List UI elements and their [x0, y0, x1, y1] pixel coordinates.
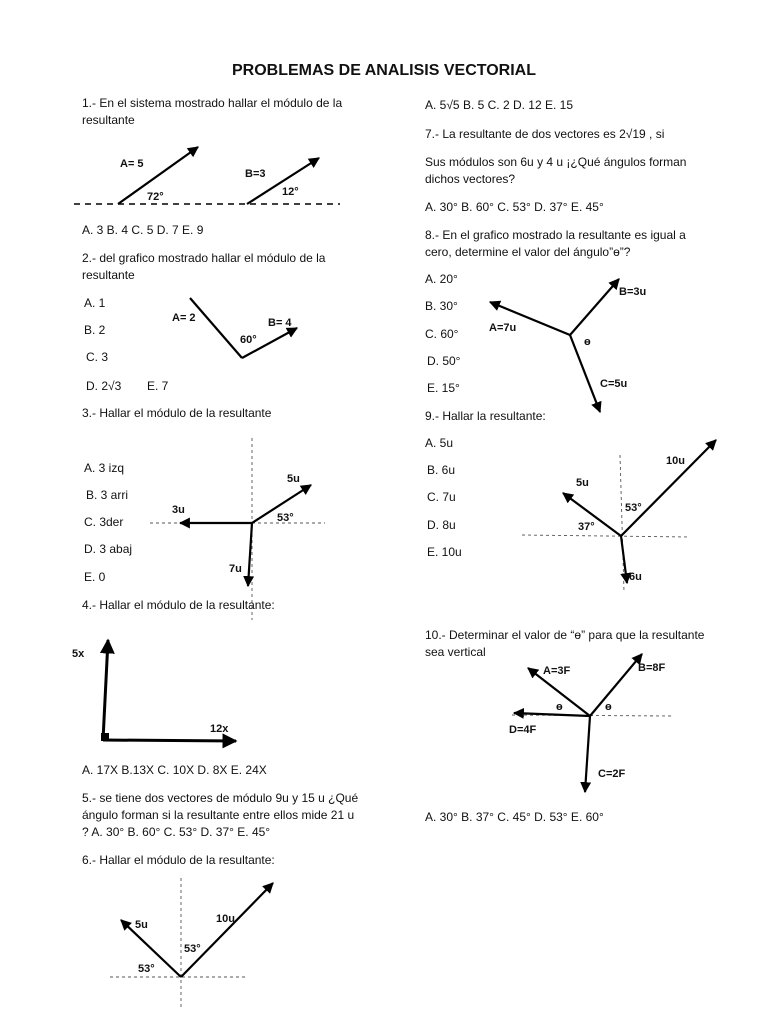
problem-9-option-e: E. 10u [427, 545, 462, 559]
vector-a-label: A=3F [543, 665, 571, 677]
vector-5u-label: 5u [576, 477, 589, 489]
problem-3-option-d: D. 3 abaj [84, 542, 133, 556]
vector-3u-label: 3u [172, 504, 185, 516]
problem-9-option-b: B. 6u [427, 463, 456, 477]
problem-1-options: A. 3 B. 4 C. 5 D. 7 E. 9 [82, 223, 204, 237]
vector-6u-label: 6u [629, 571, 642, 583]
problem-5-line-3: ? A. 30° B. 60° C. 53° D. 37° E. 45° [82, 825, 271, 839]
vector-c-label: C=5u [600, 378, 628, 390]
angle-53-upper-label: 53° [184, 943, 201, 955]
vector-7u-label: 7u [229, 563, 242, 575]
vector-a-label: A= 2 [172, 312, 196, 324]
problem-2-statement: 2.- del grafico mostrado hallar el módulo de la resultante [82, 251, 326, 282]
vector-b-label: B= 4 [268, 317, 292, 329]
problem-9-option-c: C. 7u [427, 490, 456, 504]
problem-4-statement: 4.- Hallar el módulo de la resultante: [82, 598, 275, 612]
problem-4-options: A. 17X B.13X C. 10X D. 8X E. 24X [82, 763, 267, 777]
problem-2-option-a: A. 1 [84, 296, 106, 310]
problem-3-statement: 3.- Hallar el módulo de la resultante [82, 406, 272, 420]
problem-5-line-2: ángulo forman si la resultante entre ellos mide 21 u [82, 808, 355, 822]
problem-7-statement: 7.- La resultante de dos vectores es 2√19 , si [425, 127, 665, 141]
theta-label: ɵ [584, 336, 591, 348]
problem-9-option-a: A. 5u [425, 436, 454, 450]
vector-12x-label: 12x [210, 723, 229, 735]
angle-72-label: 72° [147, 191, 164, 203]
problem-1-statement: 1.- En el sistema mostrado hallar el módulo de la resultante [82, 96, 343, 127]
problem-3-option-a: A. 3 izq [84, 461, 125, 475]
angle-12-label: 12° [282, 186, 299, 198]
problem-8-option-a: A. 20° [425, 272, 458, 286]
problem-3-option-c: C. 3der [84, 515, 124, 529]
problem-6-statement: 6.- Hallar el módulo de la resultante: [82, 853, 275, 867]
problem-8-statement: 8.- En el grafico mostrado la resultante es igual a cero, determine el valor del ángulo”ɵ”? [425, 228, 686, 259]
problem-5-line-1: 5.- se tiene dos vectores de módulo 9u y 15 u ¿Qué [82, 791, 359, 805]
vector-5u-label: 5u [287, 473, 300, 485]
problem-9-statement: 9.- Hallar la resultante: [425, 409, 546, 423]
theta-right-label: ɵ [605, 701, 612, 713]
problem-7-options: A. 30° B. 60° C. 53° D. 37° E. 45° [425, 200, 604, 214]
problem-7-question: Sus módulos son 6u y 4 u ¡¿Qué ángulos forman dichos vectores? [425, 155, 687, 186]
problem-10-options: A. 30° B. 37° C. 45° D. 53° E. 60° [425, 810, 604, 824]
angle-37-label: 37° [578, 521, 595, 533]
angle-53-label: 53° [277, 512, 294, 524]
angle-53-label: 53° [625, 502, 642, 514]
vector-b-label: B=3 [245, 168, 266, 180]
problem-3-option-e: E. 0 [84, 570, 106, 584]
vector-10u-label: 10u [216, 913, 235, 925]
vector-c [585, 716, 590, 792]
theta-left-label: ɵ [556, 701, 563, 713]
vector-10u-label: 10u [666, 455, 685, 467]
page-title: PROBLEMAS DE ANALISIS VECTORIAL [231, 62, 537, 79]
problem-2-option-c: C. 3 [86, 350, 109, 364]
problem-8-option-c: C. 60° [425, 327, 459, 341]
problem-3-option-b: B. 3 arri [86, 488, 129, 502]
vector-c-label: C=2F [598, 768, 626, 780]
problem-8-option-d: D. 50° [427, 354, 461, 368]
problem-6-options: A. 5√5 B. 5 C. 2 D. 12 E. 15 [425, 98, 573, 112]
vector-5u-label: 5u [135, 919, 148, 931]
problem-2-option-e: E. 7 [147, 379, 169, 393]
vector-b [590, 654, 642, 716]
vector-a-label: A= 5 [120, 158, 144, 170]
vector-a-label: A=7u [489, 322, 517, 334]
vector-d-label: D=4F [509, 724, 537, 736]
problem-10-statement: 10.- Determinar el valor de “ɵ” para que la resultante sea vertical [425, 628, 705, 659]
vector-b-label: B=8F [638, 662, 666, 674]
angle-53-lower-label: 53° [138, 963, 155, 975]
problem-8-option-e: E. 15° [427, 381, 460, 395]
vector-b-label: B=3u [619, 286, 647, 298]
problem-8-option-b: B. 30° [425, 299, 458, 313]
problem-2-option-b: B. 2 [84, 323, 106, 337]
vector-5x-label: 5x [72, 648, 85, 660]
problem-2-option-d: D. 2√3 [86, 379, 122, 393]
problem-9-option-d: D. 8u [427, 518, 456, 532]
vector-d [514, 713, 590, 716]
angle-60-label: 60° [240, 334, 257, 346]
